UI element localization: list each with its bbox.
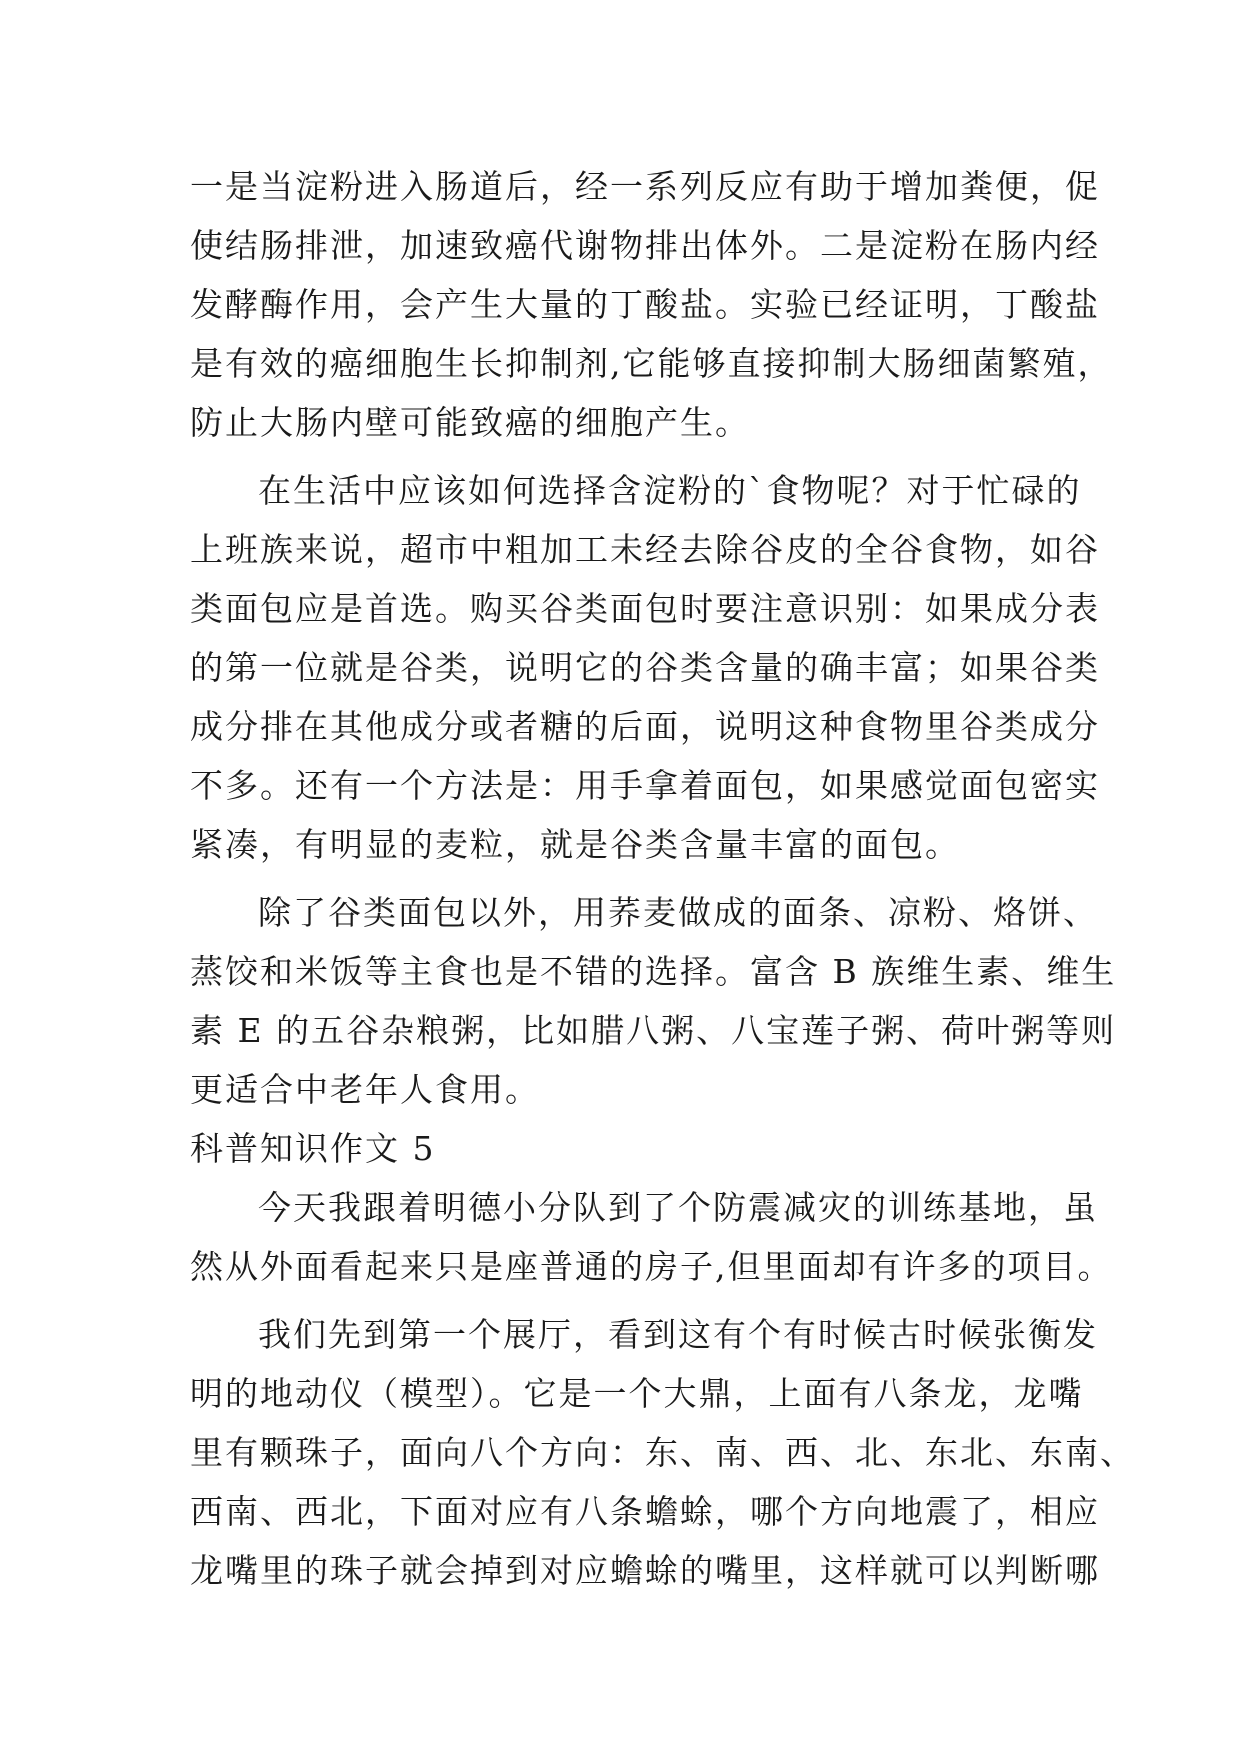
paragraph-other-staples — [190, 883, 1117, 1119]
text-line: 防止大肠内壁可能致癌的细胞产生。 — [190, 403, 750, 442]
text-line: 我们先到第一个展厅，看到这有个有时候古时候张衡发 — [258, 1315, 1098, 1354]
text-line: 类面包应是首选。购买谷类面包时要注意识别：如果成分表 — [190, 589, 1100, 628]
text-line: 明的地动仪（模型）。它是一个大鼎，上面有八条龙，龙嘴 — [190, 1374, 1084, 1413]
text-line: 除了谷类面包以外，用荞麦做成的面条、凉粉、烙饼、 — [258, 893, 1098, 932]
text-line: 素 E 的五谷杂粮粥，比如腊八粥、八宝莲子粥、荷叶粥等则 — [190, 1011, 1117, 1050]
text-line: 一是当淀粉进入肠道后，经一系列反应有助于增加粪便，促 — [190, 167, 1100, 206]
paragraph-training-base — [190, 1178, 1113, 1296]
text-line: 紧凑，有明显的麦粒，就是谷类含量丰富的面包。 — [190, 825, 960, 864]
paragraph-choosing-starch-foods — [190, 461, 1100, 874]
text-line: 然从外面看起来只是座普通的房子,但里面却有许多的项目。 — [190, 1247, 1113, 1286]
text-line: 使结肠排泄，加速致癌代谢物排出体外。二是淀粉在肠内经 — [190, 226, 1100, 265]
text-line: 蒸饺和米饭等主食也是不错的选择。富含 B 族维生素、维生 — [190, 952, 1117, 991]
text-line: 成分排在其他成分或者糖的后面，说明这种食物里谷类成分 — [190, 707, 1100, 746]
text-line: 在生活中应该如何选择含淀粉的`食物呢？对于忙碌的 — [258, 471, 1082, 510]
text-line: 西南、西北，下面对应有八条蟾蜍，哪个方向地震了，相应 — [190, 1492, 1100, 1531]
text-line: 不多。还有一个方法是：用手拿着面包，如果感觉面包密实 — [190, 766, 1100, 805]
paragraph-seismograph — [190, 1305, 1135, 1600]
text-line: 龙嘴里的珠子就会掉到对应蟾蜍的嘴里，这样就可以判断哪 — [190, 1551, 1100, 1590]
text-line: 发酵酶作用，会产生大量的丁酸盐。实验已经证明，丁酸盐 — [190, 285, 1100, 324]
section-title: 科普知识作文 5 — [190, 1129, 436, 1168]
text-line: 更适合中老年人食用。 — [190, 1070, 540, 1109]
text-line: 今天我跟着明德小分队到了个防震减灾的训练基地，虽 — [258, 1188, 1098, 1227]
text-line: 是有效的癌细胞生长抑制剂,它能够直接抑制大肠细菌繁殖， — [190, 344, 1113, 383]
text-line: 里有颗珠子，面向八个方向：东、南、西、北、东北、东南、 — [190, 1433, 1135, 1472]
paragraph-starch-benefits — [190, 157, 1113, 452]
text-line: 的第一位就是谷类，说明它的谷类含量的确丰富；如果谷类 — [190, 648, 1100, 687]
document-body — [190, 157, 1135, 1600]
text-line: 上班族来说，超市中粗加工未经去除谷皮的全谷食物，如谷 — [190, 530, 1100, 569]
